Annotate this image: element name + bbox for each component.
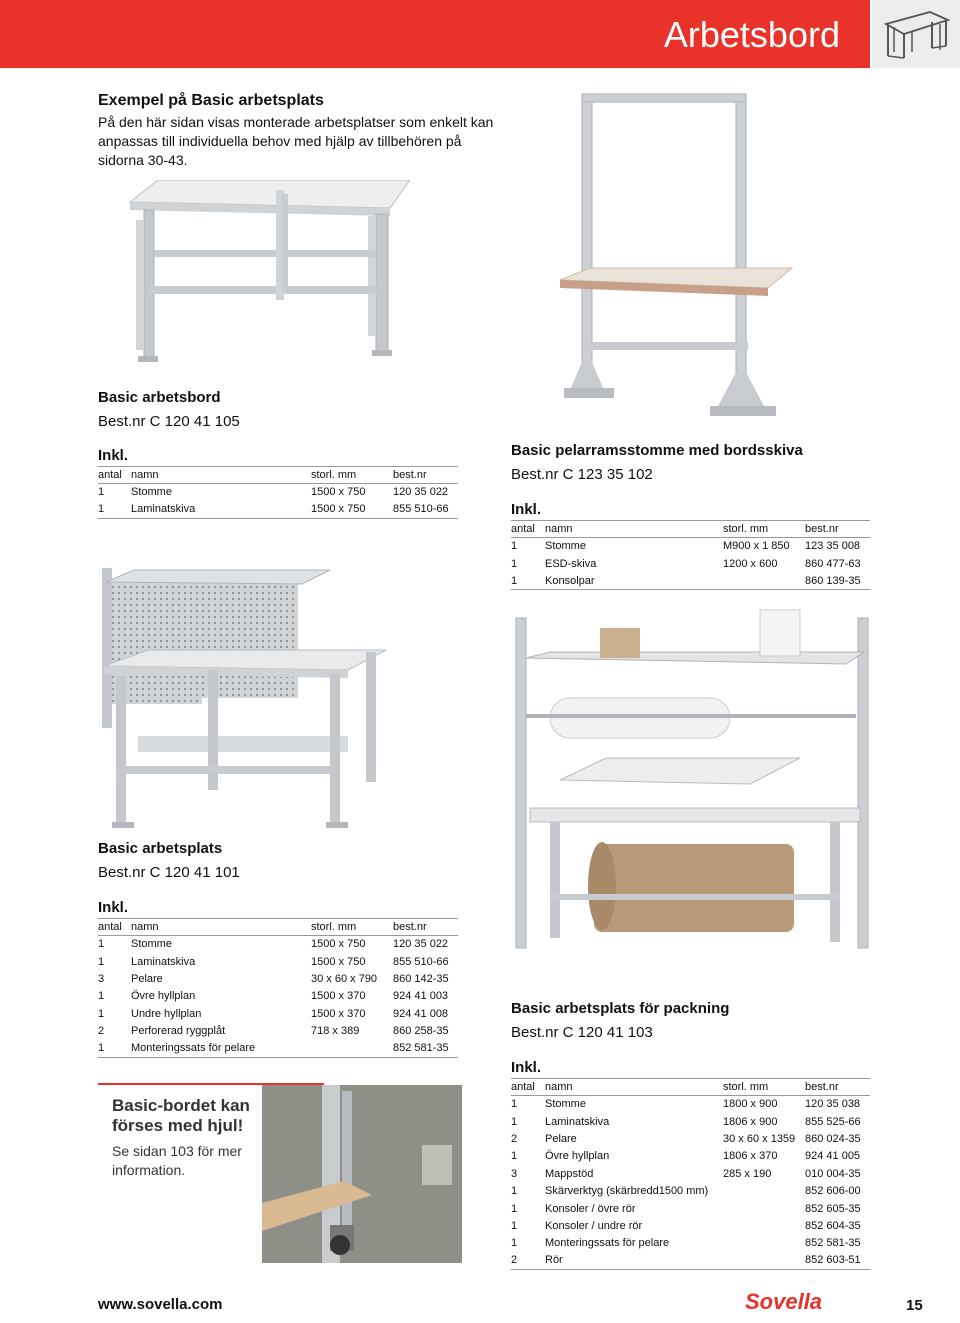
product-4-table (511, 1078, 870, 1270)
col-storl: storl. mm (723, 523, 769, 535)
basic-arbetsplats-image (98, 566, 468, 834)
table-row: 1 Skärverktyg (skärbredd1500 mm) 852 606-00 (511, 1185, 861, 1198)
col-namn: namn (545, 523, 573, 535)
table-row: 1 Övre hyllplan 1806 x 370 924 41 005 (511, 1150, 861, 1163)
page-title: Arbetsbord (663, 14, 840, 55)
product-3-inkl: Inkl. (98, 899, 129, 916)
col-best: best.nr (393, 469, 427, 481)
col-storl: storl. mm (311, 469, 357, 481)
product-3-table (98, 918, 458, 1058)
table-row: 1 Monteringssats för pelare 852 581-35 (98, 1040, 458, 1057)
table-row: 1 ESD-skiva 1200 x 600 860 477-63 (511, 557, 861, 570)
table-row: 1 Övre hyllplan 1500 x 370 924 41 003 (98, 990, 449, 1003)
product-3-best: Best.nr C 120 41 101 (98, 864, 240, 881)
footer-url[interactable]: www.sovella.com (98, 1296, 223, 1313)
product-1-table (98, 466, 458, 519)
table-row: 1 Laminatskiva 1500 x 750 855 510-66 (98, 501, 458, 518)
product-1-inkl: Inkl. (98, 447, 129, 464)
table-header-row (98, 919, 458, 936)
product-3-title: Basic arbetsplats (98, 840, 223, 857)
product-2-best: Best.nr C 123 35 102 (511, 466, 653, 483)
packning-image (510, 608, 880, 958)
col-namn: namn (131, 469, 159, 481)
col-namn: namn (545, 1081, 573, 1093)
product-2-table (511, 520, 870, 590)
table-row: 1 Konsoler / undre rör 852 604-35 (511, 1219, 861, 1232)
header-icon-box (872, 0, 960, 68)
table-row: 3 Mappstöd 285 x 190 010 004-35 (511, 1167, 861, 1180)
table-row: 2 Rör 852 603-51 (511, 1252, 870, 1269)
table-row: 1 Stomme 1800 x 900 120 35 038 (511, 1098, 861, 1111)
col-storl: storl. mm (723, 1081, 769, 1093)
col-antal: antal (98, 469, 122, 481)
basic-arbetsbord-image (128, 180, 428, 380)
product-2-inkl: Inkl. (511, 501, 542, 518)
table-row: 2 Pelare 30 x 60 x 1359 860 024-35 (511, 1132, 861, 1145)
pelarramsstomme-image (560, 92, 810, 422)
wheel-image (262, 1085, 462, 1263)
intro-section (98, 92, 498, 170)
product-2-title: Basic pelarramsstomme med bordsskiva (511, 442, 803, 459)
table-row: 1 Konsolpar 860 139-35 (511, 572, 870, 589)
product-4-title: Basic arbetsplats för packning (511, 1000, 730, 1017)
table-row: 1 Laminatskiva 1806 x 900 855 525-66 (511, 1115, 861, 1128)
intro-text: På den här sidan visas monterade arbetsplatser som enkelt kan anpassas till individuella behov med hjälp av tillbehören på sidorna 30-43. (98, 114, 494, 168)
table-row: 1 Konsoler / övre rör 852 605-35 (511, 1202, 861, 1215)
table-row: 1 Laminatskiva 1500 x 750 855 510-66 (98, 955, 449, 968)
table-row: 1 Monteringssats för pelare 852 581-35 (511, 1237, 861, 1250)
table-row: 1 Stomme M900 x 1 850 123 35 008 (511, 540, 861, 553)
product-1-title: Basic arbetsbord (98, 389, 221, 406)
table-header-row (511, 1079, 870, 1096)
intro-heading: Exempel på Basic arbetsplats (98, 92, 324, 109)
col-antal: antal (511, 1081, 535, 1093)
table-row: 3 Pelare 30 x 60 x 790 860 142-35 (98, 972, 449, 985)
table-row: 2 Perforerad ryggplåt 718 x 389 860 258-35 (98, 1025, 449, 1038)
product-1-best: Best.nr C 120 41 105 (98, 413, 240, 430)
col-best: best.nr (805, 1081, 839, 1093)
page-number: 15 (906, 1297, 923, 1314)
col-best: best.nr (805, 523, 839, 535)
table-header-row (98, 467, 458, 484)
product-4-inkl: Inkl. (511, 1059, 542, 1076)
col-antal: antal (98, 921, 122, 933)
callout-text: Se sidan 103 för mer information. (112, 1143, 242, 1178)
product-4-best: Best.nr C 120 41 103 (511, 1024, 653, 1041)
col-best: best.nr (393, 921, 427, 933)
sovella-logo: Sovella (745, 1289, 823, 1314)
callout-heading: Basic-bordet kan förses med hjul! (112, 1096, 250, 1135)
col-storl: storl. mm (311, 921, 357, 933)
table-row: 1 Stomme 1500 x 750 120 35 022 (98, 938, 449, 951)
table-row: 1 Undre hyllplan 1500 x 370 924 41 008 (98, 1007, 449, 1020)
table-row: 1 Stomme 1500 x 750 120 35 022 (98, 486, 449, 499)
table-header-row (511, 521, 870, 538)
table-icon (872, 0, 960, 68)
col-namn: namn (131, 921, 159, 933)
col-antal: antal (511, 523, 535, 535)
